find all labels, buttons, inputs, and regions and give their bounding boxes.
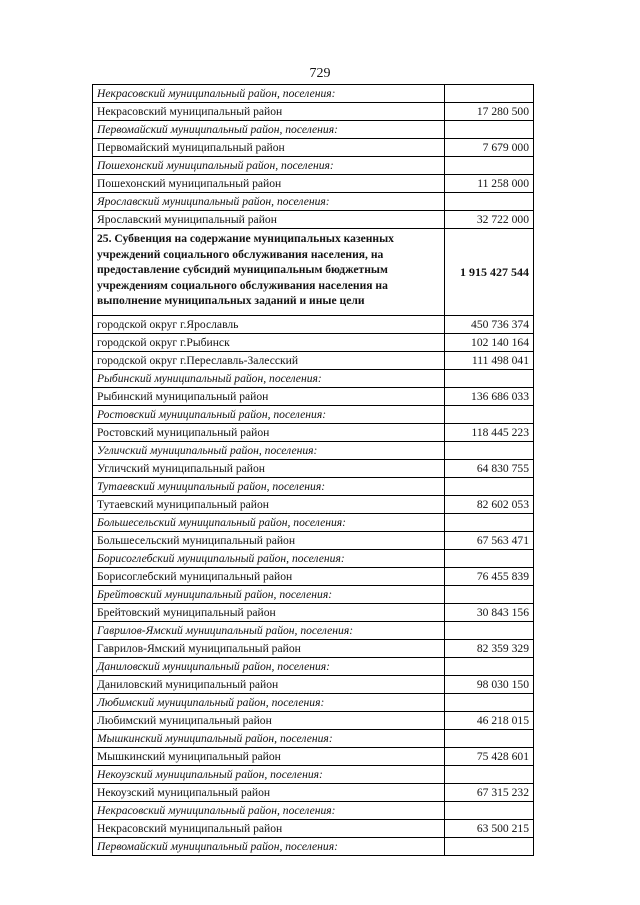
- table-row: [93, 496, 534, 514]
- subheader-row: [93, 766, 534, 784]
- subheader-label: Некрасовский муниципальный район, поселения:: [93, 802, 445, 820]
- amount-cell: 102 140 164: [445, 334, 534, 352]
- table-row: [93, 532, 534, 550]
- amount-cell: 450 736 374: [445, 316, 534, 334]
- table-row: [93, 640, 534, 658]
- subheader-label: Брейтовский муниципальный район, поселения:: [93, 586, 445, 604]
- subheader-label: Рыбинский муниципальный район, поселения:: [93, 370, 445, 388]
- amount-cell: 67 315 232: [445, 784, 534, 802]
- table-row: [93, 103, 534, 121]
- subheader-row: [93, 157, 534, 175]
- amount-cell: 111 498 041: [445, 352, 534, 370]
- recipient-name: Гаврилов-Ямский муниципальный район: [93, 640, 445, 658]
- recipient-name: Ярославский муниципальный район: [93, 211, 445, 229]
- table-row: [93, 604, 534, 622]
- amount-cell: [445, 406, 534, 424]
- recipient-name: Мышкинский муниципальный район: [93, 748, 445, 766]
- table-row: [93, 334, 534, 352]
- amount-cell: [445, 121, 534, 139]
- amount-cell: [445, 370, 534, 388]
- table-row: [93, 784, 534, 802]
- table-row: [93, 568, 534, 586]
- amount-cell: 136 686 033: [445, 388, 534, 406]
- subheader-row: [93, 442, 534, 460]
- section-total: 1 915 427 544: [445, 229, 534, 316]
- recipient-name: Некрасовский муниципальный район: [93, 103, 445, 121]
- recipient-name: Тутаевский муниципальный район: [93, 496, 445, 514]
- subheader-label: Ростовский муниципальный район, поселения:: [93, 406, 445, 424]
- table-row: [93, 748, 534, 766]
- amount-cell: 7 679 000: [445, 139, 534, 157]
- section-row: [93, 229, 534, 316]
- table-row: [93, 460, 534, 478]
- subheader-row: [93, 694, 534, 712]
- recipient-name: городской округ г.Переславль-Залесский: [93, 352, 445, 370]
- table-row: [93, 211, 534, 229]
- subheader-label: Некрасовский муниципальный район, поселения:: [93, 85, 445, 103]
- amount-cell: 64 830 755: [445, 460, 534, 478]
- budget-table: [92, 84, 534, 856]
- subheader-label: Мышкинский муниципальный район, поселения:: [93, 730, 445, 748]
- recipient-name: Брейтовский муниципальный район: [93, 604, 445, 622]
- subheader-label: Даниловский муниципальный район, поселения:: [93, 658, 445, 676]
- amount-cell: [445, 730, 534, 748]
- subheader-label: Большесельский муниципальный район, поселения:: [93, 514, 445, 532]
- amount-cell: 98 030 150: [445, 676, 534, 694]
- recipient-name: Большесельский муниципальный район: [93, 532, 445, 550]
- page-number: 729: [309, 66, 331, 81]
- subheader-label: Ярославский муниципальный район, поселения:: [93, 193, 445, 211]
- table-row: [93, 139, 534, 157]
- table-row: [93, 424, 534, 442]
- subheader-row: [93, 121, 534, 139]
- subheader-row: [93, 802, 534, 820]
- subheader-row: [93, 370, 534, 388]
- table-row: [93, 676, 534, 694]
- amount-cell: 118 445 223: [445, 424, 534, 442]
- amount-cell: [445, 658, 534, 676]
- amount-cell: [445, 85, 534, 103]
- table-row: [93, 388, 534, 406]
- amount-cell: [445, 478, 534, 496]
- amount-cell: [445, 193, 534, 211]
- amount-cell: 67 563 471: [445, 532, 534, 550]
- subheader-row: [93, 514, 534, 532]
- subheader-row: [93, 406, 534, 424]
- section-title: 25. Субвенция на содержание муниципальных казенных учреждений социального обслуживания населения, на предоставление субсидий муниципальным бюджетным учреждениям социального обслуживания населения на выполнение муниципальных заданий и иные цели: [93, 229, 445, 316]
- amount-cell: [445, 766, 534, 784]
- recipient-name: Некоузский муниципальный район: [93, 784, 445, 802]
- amount-cell: [445, 622, 534, 640]
- subheader-label: Любимский муниципальный район, поселения:: [93, 694, 445, 712]
- table-row: [93, 712, 534, 730]
- subheader-label: Тутаевский муниципальный район, поселения:: [93, 478, 445, 496]
- recipient-name: городской округ г.Рыбинск: [93, 334, 445, 352]
- table-row: [93, 820, 534, 838]
- amount-cell: [445, 157, 534, 175]
- subheader-row: [93, 838, 534, 856]
- amount-cell: [445, 694, 534, 712]
- amount-cell: 17 280 500: [445, 103, 534, 121]
- table-row: [93, 316, 534, 334]
- subheader-row: [93, 622, 534, 640]
- subheader-row: [93, 193, 534, 211]
- subheader-row: [93, 586, 534, 604]
- recipient-name: Угличский муниципальный район: [93, 460, 445, 478]
- recipient-name: Первомайский муниципальный район: [93, 139, 445, 157]
- amount-cell: [445, 838, 534, 856]
- subheader-row: [93, 730, 534, 748]
- subheader-label: Первомайский муниципальный район, поселения:: [93, 838, 445, 856]
- recipient-name: городской округ г.Ярославль: [93, 316, 445, 334]
- recipient-name: Некрасовский муниципальный район: [93, 820, 445, 838]
- subheader-row: [93, 478, 534, 496]
- amount-cell: 11 258 000: [445, 175, 534, 193]
- amount-cell: 32 722 000: [445, 211, 534, 229]
- amount-cell: 75 428 601: [445, 748, 534, 766]
- amount-cell: 82 359 329: [445, 640, 534, 658]
- amount-cell: 82 602 053: [445, 496, 534, 514]
- recipient-name: Борисоглебский муниципальный район: [93, 568, 445, 586]
- recipient-name: Ростовский муниципальный район: [93, 424, 445, 442]
- recipient-name: Любимский муниципальный район: [93, 712, 445, 730]
- subheader-label: Пошехонский муниципальный район, поселения:: [93, 157, 445, 175]
- table-row: [93, 175, 534, 193]
- budget-table-body: [93, 85, 534, 856]
- recipient-name: Пошехонский муниципальный район: [93, 175, 445, 193]
- amount-cell: [445, 550, 534, 568]
- subheader-row: [93, 658, 534, 676]
- recipient-name: Даниловский муниципальный район: [93, 676, 445, 694]
- amount-cell: [445, 442, 534, 460]
- amount-cell: 30 843 156: [445, 604, 534, 622]
- amount-cell: 46 218 015: [445, 712, 534, 730]
- subheader-label: Некоузский муниципальный район, поселения:: [93, 766, 445, 784]
- amount-cell: 63 500 215: [445, 820, 534, 838]
- amount-cell: [445, 802, 534, 820]
- subheader-row: [93, 85, 534, 103]
- recipient-name: Рыбинский муниципальный район: [93, 388, 445, 406]
- table-row: [93, 352, 534, 370]
- subheader-label: Угличский муниципальный район, поселения:: [93, 442, 445, 460]
- subheader-row: [93, 550, 534, 568]
- amount-cell: [445, 514, 534, 532]
- amount-cell: [445, 586, 534, 604]
- subheader-label: Борисоглебский муниципальный район, поселения:: [93, 550, 445, 568]
- amount-cell: 76 455 839: [445, 568, 534, 586]
- subheader-label: Гаврилов-Ямский муниципальный район, поселения:: [93, 622, 445, 640]
- subheader-label: Первомайский муниципальный район, поселения:: [93, 121, 445, 139]
